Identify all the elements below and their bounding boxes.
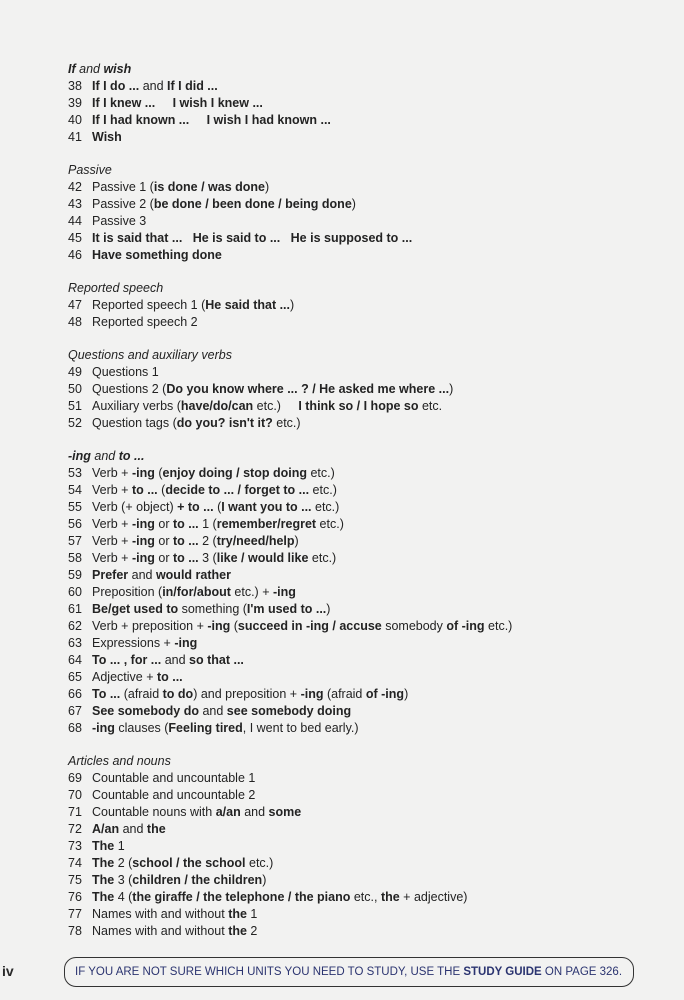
unit-number: 53	[68, 466, 82, 480]
text-segment: etc.)	[316, 517, 344, 531]
unit-title	[92, 770, 255, 787]
page-number: iv	[2, 963, 14, 979]
text-segment: remember/regret	[216, 517, 317, 531]
unit-number: 56	[68, 517, 82, 531]
unit-number: 73	[68, 839, 82, 853]
text-segment: the giraffe / the telephone / the piano	[132, 890, 351, 904]
text-segment: ON PAGE 326.	[541, 966, 623, 978]
unit-title	[92, 247, 222, 264]
contents-section	[68, 280, 668, 331]
unit-title	[92, 482, 337, 499]
unit-entry	[68, 872, 668, 889]
text-segment: Countable and uncountable 1	[92, 771, 256, 785]
text-segment: Question tags (	[92, 416, 177, 430]
text-segment: of -ing	[365, 687, 405, 701]
text-segment: some	[268, 805, 302, 819]
text-segment: )	[351, 197, 356, 211]
text-segment: Passive 1 (	[92, 180, 154, 194]
unit-entry	[68, 533, 668, 550]
unit-entry	[68, 499, 668, 516]
unit-number: 45	[68, 231, 82, 245]
unit-title	[92, 787, 255, 804]
text-segment: and	[240, 805, 269, 819]
unit-number: 55	[68, 500, 82, 514]
unit-title	[92, 415, 301, 432]
unit-number: 68	[68, 721, 82, 735]
unit-number: 62	[68, 619, 82, 633]
text-segment: would rather	[155, 568, 231, 582]
text-segment: If	[68, 62, 76, 76]
text-segment: 2 (	[114, 856, 133, 870]
unit-title	[92, 635, 197, 652]
unit-title	[92, 179, 269, 196]
text-segment: of -ing	[446, 619, 485, 633]
text-segment: decide to ... / forget to ...	[165, 483, 310, 497]
unit-title	[92, 550, 336, 567]
text-segment: children / the children	[132, 873, 263, 887]
unit-title	[92, 95, 263, 112]
unit-entry	[68, 804, 668, 821]
text-segment: Verb +	[92, 466, 132, 480]
unit-number: 77	[68, 907, 82, 921]
section-title	[68, 347, 668, 364]
unit-title	[92, 618, 512, 635]
text-segment: Names with and without	[92, 907, 229, 921]
text-segment: (afraid	[120, 687, 163, 701]
text-segment: and	[128, 568, 156, 582]
unit-number: 50	[68, 382, 82, 396]
text-segment: Wish	[92, 130, 122, 144]
unit-title	[92, 297, 294, 314]
text-segment: Do you know where ... ? / He asked me where ...	[166, 382, 450, 396]
unit-number: 57	[68, 534, 82, 548]
unit-entry	[68, 652, 668, 669]
unit-title	[92, 381, 453, 398]
text-segment: 1	[114, 839, 125, 853]
text-segment: so that ...	[189, 653, 244, 667]
unit-number: 42	[68, 180, 82, 194]
unit-entry	[68, 567, 668, 584]
text-segment: to ...	[172, 534, 199, 548]
text-segment: the	[146, 822, 166, 836]
unit-title	[92, 230, 412, 247]
unit-entry	[68, 550, 668, 567]
unit-title	[92, 923, 257, 940]
unit-entry	[68, 465, 668, 482]
unit-title	[92, 112, 331, 129]
text-segment: It is said that ... He is said to ... He is supposed to ...	[92, 231, 413, 245]
text-segment: Reported speech 2	[92, 315, 198, 329]
unit-entry	[68, 855, 668, 872]
unit-title	[92, 584, 296, 601]
text-segment: -ing	[300, 687, 324, 701]
unit-title	[92, 398, 442, 415]
text-segment: STUDY GUIDE	[463, 966, 542, 978]
text-segment: the	[228, 924, 247, 938]
text-segment: something (	[178, 602, 247, 616]
unit-title	[92, 669, 183, 686]
unit-title	[92, 686, 408, 703]
unit-number: 72	[68, 822, 82, 836]
unit-number: 49	[68, 365, 82, 379]
unit-number: 51	[68, 399, 82, 413]
text-segment: to ...	[172, 551, 199, 565]
unit-number: 70	[68, 788, 82, 802]
unit-title	[92, 703, 351, 720]
text-segment: etc.)	[308, 551, 337, 565]
unit-entry	[68, 129, 668, 146]
text-segment: He said that ...	[205, 298, 291, 312]
text-segment: (afraid	[323, 687, 366, 701]
text-segment: Passive 3	[92, 214, 147, 228]
unit-title	[92, 364, 159, 381]
unit-entry	[68, 364, 668, 381]
text-segment: Verb +	[92, 483, 132, 497]
text-segment: Be/get used to	[92, 602, 179, 616]
unit-entry	[68, 516, 668, 533]
unit-title	[92, 720, 359, 737]
unit-number: 78	[68, 924, 82, 938]
text-segment: Preposition (	[92, 585, 163, 599]
unit-number: 65	[68, 670, 82, 684]
section-title	[68, 280, 668, 297]
text-segment: If I did ...	[167, 79, 218, 93]
text-segment: The	[92, 856, 115, 870]
text-segment: The	[92, 890, 115, 904]
unit-entry	[68, 787, 668, 804]
unit-number: 38	[68, 79, 82, 93]
text-segment: wish	[103, 62, 132, 76]
text-segment: and	[119, 822, 147, 836]
text-segment: 3 (	[114, 873, 133, 887]
contents-section	[68, 347, 668, 432]
text-segment: Questions 2 (	[92, 382, 167, 396]
unit-title	[92, 516, 344, 533]
unit-entry	[68, 923, 668, 940]
text-segment: be done / been done / being done	[153, 197, 352, 211]
section-title	[68, 162, 668, 179]
unit-number: 71	[68, 805, 82, 819]
unit-title	[92, 567, 231, 584]
text-segment: If I had known ... I wish I had known ...	[92, 113, 331, 127]
text-segment: Names with and without	[92, 924, 229, 938]
unit-entry	[68, 686, 668, 703]
unit-entry	[68, 720, 668, 737]
unit-title	[92, 78, 218, 95]
text-segment: )	[404, 687, 409, 701]
text-segment: To ... , for ...	[92, 653, 162, 667]
text-segment: in/for/about	[162, 585, 231, 599]
unit-number: 52	[68, 416, 82, 430]
unit-title	[92, 889, 467, 906]
text-segment: etc.)	[272, 416, 301, 430]
text-segment: Have something done	[92, 248, 222, 262]
text-segment: etc.)	[311, 500, 340, 514]
text-segment: 1	[246, 907, 258, 921]
text-segment: etc.)	[306, 466, 335, 480]
text-segment: to do	[162, 687, 194, 701]
unit-number: 39	[68, 96, 82, 110]
unit-title	[92, 465, 335, 482]
text-segment: Auxiliary verbs (	[92, 399, 181, 413]
unit-number: 54	[68, 483, 82, 497]
text-segment: Verb +	[92, 517, 132, 531]
unit-entry	[68, 838, 668, 855]
text-segment: )	[449, 382, 454, 396]
text-segment: )	[290, 298, 295, 312]
unit-title	[92, 821, 166, 838]
unit-number: 63	[68, 636, 82, 650]
text-segment: etc.)	[253, 399, 299, 413]
unit-title	[92, 838, 125, 855]
unit-title	[92, 652, 244, 669]
unit-entry	[68, 889, 668, 906]
unit-number: 43	[68, 197, 82, 211]
text-segment: Countable nouns with	[92, 805, 216, 819]
text-segment: Questions and auxiliary verbs	[68, 348, 232, 362]
text-segment: to ...	[156, 670, 183, 684]
contents-section	[68, 61, 668, 146]
text-segment: Countable and uncountable 2	[92, 788, 256, 802]
text-segment: and	[139, 79, 168, 93]
unit-entry	[68, 95, 668, 112]
text-segment: -ing	[272, 585, 296, 599]
text-segment: , I went to bed early.)	[242, 721, 359, 735]
text-segment: Expressions +	[92, 636, 175, 650]
text-segment: somebody	[381, 619, 447, 633]
unit-number: 47	[68, 298, 82, 312]
unit-entry	[68, 179, 668, 196]
unit-entry	[68, 669, 668, 686]
text-segment: or	[154, 517, 173, 531]
text-segment: succeed in -ing / accuse	[237, 619, 382, 633]
text-segment: I want you to ...	[221, 500, 312, 514]
unit-entry	[68, 314, 668, 331]
unit-number: 61	[68, 602, 82, 616]
text-segment: etc.)	[484, 619, 513, 633]
unit-entry	[68, 112, 668, 129]
contents-section	[68, 448, 668, 737]
text-segment: -ing	[131, 551, 155, 565]
text-segment: 1 (	[198, 517, 217, 531]
text-segment: Articles and nouns	[68, 754, 171, 768]
text-segment: )	[294, 534, 299, 548]
text-segment: etc.)	[245, 856, 274, 870]
text-segment: -ing	[174, 636, 198, 650]
text-segment: (	[213, 500, 222, 514]
text-segment: 3 (	[198, 551, 217, 565]
contents-section	[68, 753, 668, 940]
text-segment: )	[264, 180, 270, 194]
text-segment: + to ...	[177, 500, 214, 514]
text-segment: IF YOU ARE NOT SURE WHICH UNITS YOU NEED TO STUDY, USE THE	[75, 966, 464, 978]
text-segment: I think so / I hope so	[298, 399, 419, 413]
text-segment: -ing	[131, 534, 155, 548]
text-segment: -ing	[68, 449, 91, 463]
unit-title	[92, 129, 122, 146]
unit-title	[92, 804, 301, 821]
text-segment: If I knew ... I wish I knew ...	[92, 96, 263, 110]
unit-number: 69	[68, 771, 82, 785]
text-segment: Verb (+ object)	[92, 500, 178, 514]
text-segment: etc.) +	[230, 585, 273, 599]
text-segment: Feeling tired	[168, 721, 243, 735]
study-guide-note	[64, 957, 634, 987]
section-title	[68, 753, 668, 770]
unit-number: 59	[68, 568, 82, 582]
text-segment: )	[326, 602, 331, 616]
unit-number: 58	[68, 551, 82, 565]
text-segment: enjoy doing / stop doing	[162, 466, 307, 480]
text-segment: I'm used to ...	[246, 602, 327, 616]
text-segment: -ing	[131, 517, 155, 531]
text-segment: Passive 2 (	[92, 197, 154, 211]
unit-entry	[68, 196, 668, 213]
text-segment: ) and preposition +	[193, 687, 301, 701]
unit-title	[92, 872, 266, 889]
unit-number: 75	[68, 873, 82, 887]
text-segment: and	[198, 704, 227, 718]
text-segment: Adjective +	[92, 670, 157, 684]
text-segment: Reported speech 1 (	[92, 298, 206, 312]
unit-title	[92, 499, 339, 516]
text-segment: see somebody doing	[226, 704, 352, 718]
text-segment: The	[92, 873, 115, 887]
unit-entry	[68, 230, 668, 247]
unit-title	[92, 196, 356, 213]
unit-entry	[68, 601, 668, 618]
text-segment: etc.	[418, 399, 443, 413]
text-segment: is done / was done	[153, 180, 265, 194]
section-title	[68, 448, 668, 465]
text-segment: -ing	[207, 619, 231, 633]
unit-entry	[68, 584, 668, 601]
unit-title	[92, 601, 330, 618]
text-segment: do you? isn't it?	[176, 416, 273, 430]
unit-title	[92, 533, 299, 550]
text-segment: 4 (	[114, 890, 133, 904]
text-segment: Verb +	[92, 551, 132, 565]
text-segment: clauses (	[114, 721, 169, 735]
text-segment: 2	[246, 924, 258, 938]
text-segment: The	[92, 839, 115, 853]
text-segment: the	[380, 890, 400, 904]
unit-number: 41	[68, 130, 82, 144]
contents-section	[68, 162, 668, 264]
unit-number: 66	[68, 687, 82, 701]
text-segment: -ing	[92, 721, 115, 735]
text-segment: + adjective)	[399, 890, 468, 904]
text-segment: Reported speech	[68, 281, 164, 295]
unit-entry	[68, 297, 668, 314]
text-segment: to ...	[172, 517, 199, 531]
unit-title	[92, 314, 198, 331]
text-segment: like / would like	[216, 551, 309, 565]
text-segment: Verb + preposition +	[92, 619, 208, 633]
unit-entry	[68, 821, 668, 838]
text-segment: etc.,	[350, 890, 381, 904]
text-segment: Verb +	[92, 534, 132, 548]
text-segment: have/do/can	[180, 399, 254, 413]
text-segment: 2 (	[198, 534, 217, 548]
unit-number: 64	[68, 653, 82, 667]
text-segment: and	[161, 653, 190, 667]
unit-number: 74	[68, 856, 82, 870]
text-segment: A/an	[92, 822, 120, 836]
section-title	[68, 61, 668, 78]
unit-entry	[68, 78, 668, 95]
text-segment: Passive	[68, 163, 112, 177]
unit-title	[92, 906, 257, 923]
text-segment: (	[154, 466, 163, 480]
unit-entry	[68, 770, 668, 787]
text-segment: to ...	[131, 483, 158, 497]
text-segment: and	[75, 62, 104, 76]
unit-entry	[68, 482, 668, 499]
unit-number: 48	[68, 315, 82, 329]
unit-number: 67	[68, 704, 82, 718]
text-segment: etc.)	[309, 483, 337, 497]
unit-entry	[68, 415, 668, 432]
unit-entry	[68, 381, 668, 398]
unit-number: 76	[68, 890, 82, 904]
unit-entry	[68, 635, 668, 652]
unit-number: 60	[68, 585, 82, 599]
text-segment: school / the school	[132, 856, 246, 870]
text-segment: (	[230, 619, 238, 633]
text-segment: If I do ...	[92, 79, 140, 93]
text-segment: to ...	[118, 449, 145, 463]
unit-number: 44	[68, 214, 82, 228]
unit-number: 40	[68, 113, 82, 127]
unit-title	[92, 855, 273, 872]
text-segment: To ...	[92, 687, 121, 701]
unit-entry	[68, 247, 668, 264]
text-segment: Prefer	[92, 568, 129, 582]
unit-entry	[68, 213, 668, 230]
unit-entry	[68, 618, 668, 635]
unit-entry	[68, 398, 668, 415]
unit-number: 46	[68, 248, 82, 262]
text-segment: try/need/help	[216, 534, 295, 548]
text-segment: or	[154, 534, 173, 548]
text-segment: the	[228, 907, 247, 921]
text-segment: or	[154, 551, 173, 565]
unit-entry	[68, 703, 668, 720]
text-segment: a/an	[215, 805, 241, 819]
text-segment: and	[90, 449, 119, 463]
text-segment: Questions 1	[92, 365, 159, 379]
unit-entry	[68, 906, 668, 923]
text-segment: See somebody do	[92, 704, 199, 718]
unit-title	[92, 213, 146, 230]
text-segment: -ing	[131, 466, 155, 480]
contents-list	[68, 61, 668, 956]
text-segment: )	[262, 873, 267, 887]
text-segment: (	[157, 483, 166, 497]
